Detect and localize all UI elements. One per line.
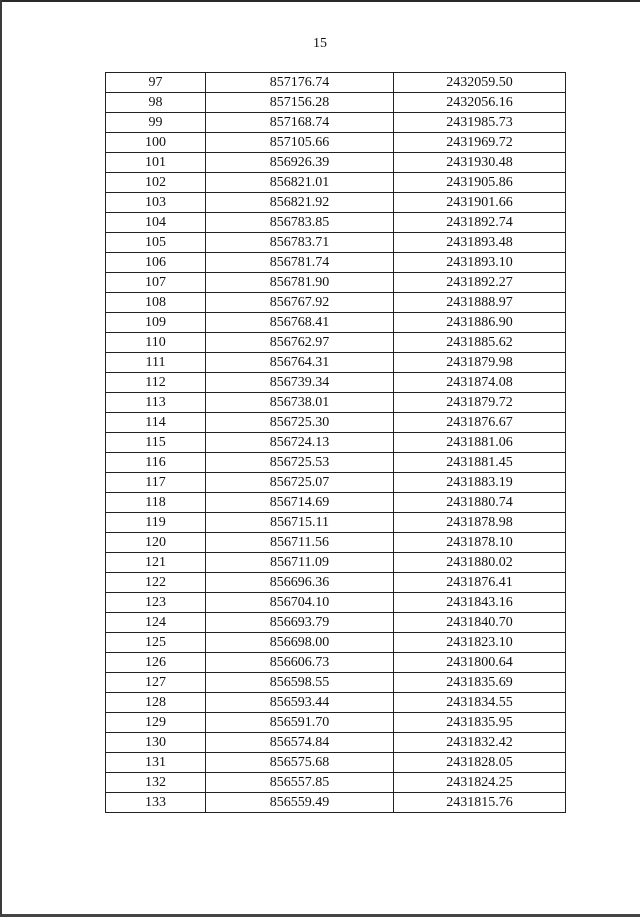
x-coordinate-cell: 856591.70 — [206, 713, 394, 733]
point-number-cell: 127 — [106, 673, 206, 693]
x-coordinate-cell: 856693.79 — [206, 613, 394, 633]
table-row — [106, 313, 566, 333]
y-coordinate-cell: 2431893.48 — [394, 233, 566, 253]
table-row — [106, 533, 566, 553]
table-row — [106, 673, 566, 693]
x-coordinate-cell: 856698.00 — [206, 633, 394, 653]
point-number-cell: 122 — [106, 573, 206, 593]
point-number-cell: 108 — [106, 293, 206, 313]
table-row — [106, 193, 566, 213]
point-number-cell: 98 — [106, 93, 206, 113]
table-row — [106, 693, 566, 713]
table-row — [106, 113, 566, 133]
x-coordinate-cell: 856557.85 — [206, 773, 394, 793]
x-coordinate-cell: 856764.31 — [206, 353, 394, 373]
table-row — [106, 293, 566, 313]
table-row — [106, 613, 566, 633]
x-coordinate-cell: 856606.73 — [206, 653, 394, 673]
point-number-cell: 99 — [106, 113, 206, 133]
x-coordinate-cell: 856696.36 — [206, 573, 394, 593]
x-coordinate-cell: 856739.34 — [206, 373, 394, 393]
y-coordinate-cell: 2431823.10 — [394, 633, 566, 653]
point-number-cell: 124 — [106, 613, 206, 633]
y-coordinate-cell: 2431835.95 — [394, 713, 566, 733]
x-coordinate-cell: 856559.49 — [206, 793, 394, 813]
coordinates-table-body — [106, 73, 566, 813]
table-row — [106, 733, 566, 753]
table-row — [106, 713, 566, 733]
x-coordinate-cell: 856724.13 — [206, 433, 394, 453]
point-number-cell: 131 — [106, 753, 206, 773]
y-coordinate-cell: 2431885.62 — [394, 333, 566, 353]
y-coordinate-cell: 2431878.10 — [394, 533, 566, 553]
table-row — [106, 513, 566, 533]
point-number-cell: 119 — [106, 513, 206, 533]
point-number-cell: 125 — [106, 633, 206, 653]
point-number-cell: 100 — [106, 133, 206, 153]
point-number-cell: 107 — [106, 273, 206, 293]
y-coordinate-cell: 2431876.41 — [394, 573, 566, 593]
y-coordinate-cell: 2432056.16 — [394, 93, 566, 113]
x-coordinate-cell: 856711.09 — [206, 553, 394, 573]
page-edge-left — [0, 0, 2, 917]
y-coordinate-cell: 2431880.74 — [394, 493, 566, 513]
table-row — [106, 353, 566, 373]
y-coordinate-cell: 2431893.10 — [394, 253, 566, 273]
point-number-cell: 106 — [106, 253, 206, 273]
x-coordinate-cell: 856725.53 — [206, 453, 394, 473]
y-coordinate-cell: 2431905.86 — [394, 173, 566, 193]
table-row — [106, 453, 566, 473]
x-coordinate-cell: 857156.28 — [206, 93, 394, 113]
table-row — [106, 433, 566, 453]
y-coordinate-cell: 2431901.66 — [394, 193, 566, 213]
table-row — [106, 593, 566, 613]
x-coordinate-cell: 856762.97 — [206, 333, 394, 353]
y-coordinate-cell: 2431835.69 — [394, 673, 566, 693]
table-row — [106, 413, 566, 433]
x-coordinate-cell: 856821.92 — [206, 193, 394, 213]
y-coordinate-cell: 2431840.70 — [394, 613, 566, 633]
x-coordinate-cell: 856725.30 — [206, 413, 394, 433]
point-number-cell: 133 — [106, 793, 206, 813]
table-row — [106, 373, 566, 393]
point-number-cell: 116 — [106, 453, 206, 473]
point-number-cell: 120 — [106, 533, 206, 553]
x-coordinate-cell: 856767.92 — [206, 293, 394, 313]
y-coordinate-cell: 2431892.74 — [394, 213, 566, 233]
point-number-cell: 115 — [106, 433, 206, 453]
y-coordinate-cell: 2431834.55 — [394, 693, 566, 713]
table-row — [106, 133, 566, 153]
y-coordinate-cell: 2431843.16 — [394, 593, 566, 613]
y-coordinate-cell: 2431985.73 — [394, 113, 566, 133]
point-number-cell: 105 — [106, 233, 206, 253]
table-row — [106, 213, 566, 233]
y-coordinate-cell: 2431886.90 — [394, 313, 566, 333]
table-row — [106, 173, 566, 193]
x-coordinate-cell: 856704.10 — [206, 593, 394, 613]
y-coordinate-cell: 2431892.27 — [394, 273, 566, 293]
y-coordinate-cell: 2431888.97 — [394, 293, 566, 313]
y-coordinate-cell: 2431930.48 — [394, 153, 566, 173]
x-coordinate-cell: 856575.68 — [206, 753, 394, 773]
y-coordinate-cell: 2431876.67 — [394, 413, 566, 433]
table-row — [106, 93, 566, 113]
table-row — [106, 473, 566, 493]
x-coordinate-cell: 856783.85 — [206, 213, 394, 233]
y-coordinate-cell: 2431874.08 — [394, 373, 566, 393]
x-coordinate-cell: 857176.74 — [206, 73, 394, 93]
x-coordinate-cell: 856574.84 — [206, 733, 394, 753]
point-number-cell: 113 — [106, 393, 206, 413]
table-row — [106, 333, 566, 353]
table-row — [106, 393, 566, 413]
coordinates-table — [105, 72, 566, 813]
y-coordinate-cell: 2431824.25 — [394, 773, 566, 793]
point-number-cell: 114 — [106, 413, 206, 433]
point-number-cell: 121 — [106, 553, 206, 573]
y-coordinate-cell: 2431880.02 — [394, 553, 566, 573]
table-row — [106, 573, 566, 593]
x-coordinate-cell: 856781.90 — [206, 273, 394, 293]
x-coordinate-cell: 856781.74 — [206, 253, 394, 273]
table-row — [106, 553, 566, 573]
x-coordinate-cell: 856714.69 — [206, 493, 394, 513]
x-coordinate-cell: 856711.56 — [206, 533, 394, 553]
point-number-cell: 128 — [106, 693, 206, 713]
y-coordinate-cell: 2431879.72 — [394, 393, 566, 413]
y-coordinate-cell: 2431800.64 — [394, 653, 566, 673]
table-row — [106, 753, 566, 773]
x-coordinate-cell: 856715.11 — [206, 513, 394, 533]
x-coordinate-cell: 856725.07 — [206, 473, 394, 493]
x-coordinate-cell: 856768.41 — [206, 313, 394, 333]
table-row — [106, 233, 566, 253]
table-row — [106, 273, 566, 293]
x-coordinate-cell: 856738.01 — [206, 393, 394, 413]
y-coordinate-cell: 2431832.42 — [394, 733, 566, 753]
point-number-cell: 97 — [106, 73, 206, 93]
table-row — [106, 73, 566, 93]
y-coordinate-cell: 2431881.45 — [394, 453, 566, 473]
y-coordinate-cell: 2431883.19 — [394, 473, 566, 493]
point-number-cell: 111 — [106, 353, 206, 373]
y-coordinate-cell: 2432059.50 — [394, 73, 566, 93]
y-coordinate-cell: 2431879.98 — [394, 353, 566, 373]
y-coordinate-cell: 2431969.72 — [394, 133, 566, 153]
point-number-cell: 126 — [106, 653, 206, 673]
x-coordinate-cell: 857105.66 — [206, 133, 394, 153]
y-coordinate-cell: 2431878.98 — [394, 513, 566, 533]
y-coordinate-cell: 2431881.06 — [394, 433, 566, 453]
x-coordinate-cell: 856783.71 — [206, 233, 394, 253]
point-number-cell: 130 — [106, 733, 206, 753]
point-number-cell: 112 — [106, 373, 206, 393]
x-coordinate-cell: 856821.01 — [206, 173, 394, 193]
table-row — [106, 493, 566, 513]
x-coordinate-cell: 857168.74 — [206, 113, 394, 133]
table-row — [106, 773, 566, 793]
x-coordinate-cell: 856598.55 — [206, 673, 394, 693]
y-coordinate-cell: 2431828.05 — [394, 753, 566, 773]
point-number-cell: 132 — [106, 773, 206, 793]
point-number-cell: 102 — [106, 173, 206, 193]
x-coordinate-cell: 856926.39 — [206, 153, 394, 173]
point-number-cell: 101 — [106, 153, 206, 173]
page-number: 15 — [313, 36, 327, 51]
point-number-cell: 109 — [106, 313, 206, 333]
table-row — [106, 153, 566, 173]
table-row — [106, 253, 566, 273]
point-number-cell: 117 — [106, 473, 206, 493]
point-number-cell: 103 — [106, 193, 206, 213]
point-number-cell: 129 — [106, 713, 206, 733]
point-number-cell: 104 — [106, 213, 206, 233]
table-row — [106, 653, 566, 673]
point-number-cell: 110 — [106, 333, 206, 353]
table-row — [106, 793, 566, 813]
point-number-cell: 118 — [106, 493, 206, 513]
table-row — [106, 633, 566, 653]
point-number-cell: 123 — [106, 593, 206, 613]
page-edge-top — [0, 0, 640, 2]
y-coordinate-cell: 2431815.76 — [394, 793, 566, 813]
x-coordinate-cell: 856593.44 — [206, 693, 394, 713]
